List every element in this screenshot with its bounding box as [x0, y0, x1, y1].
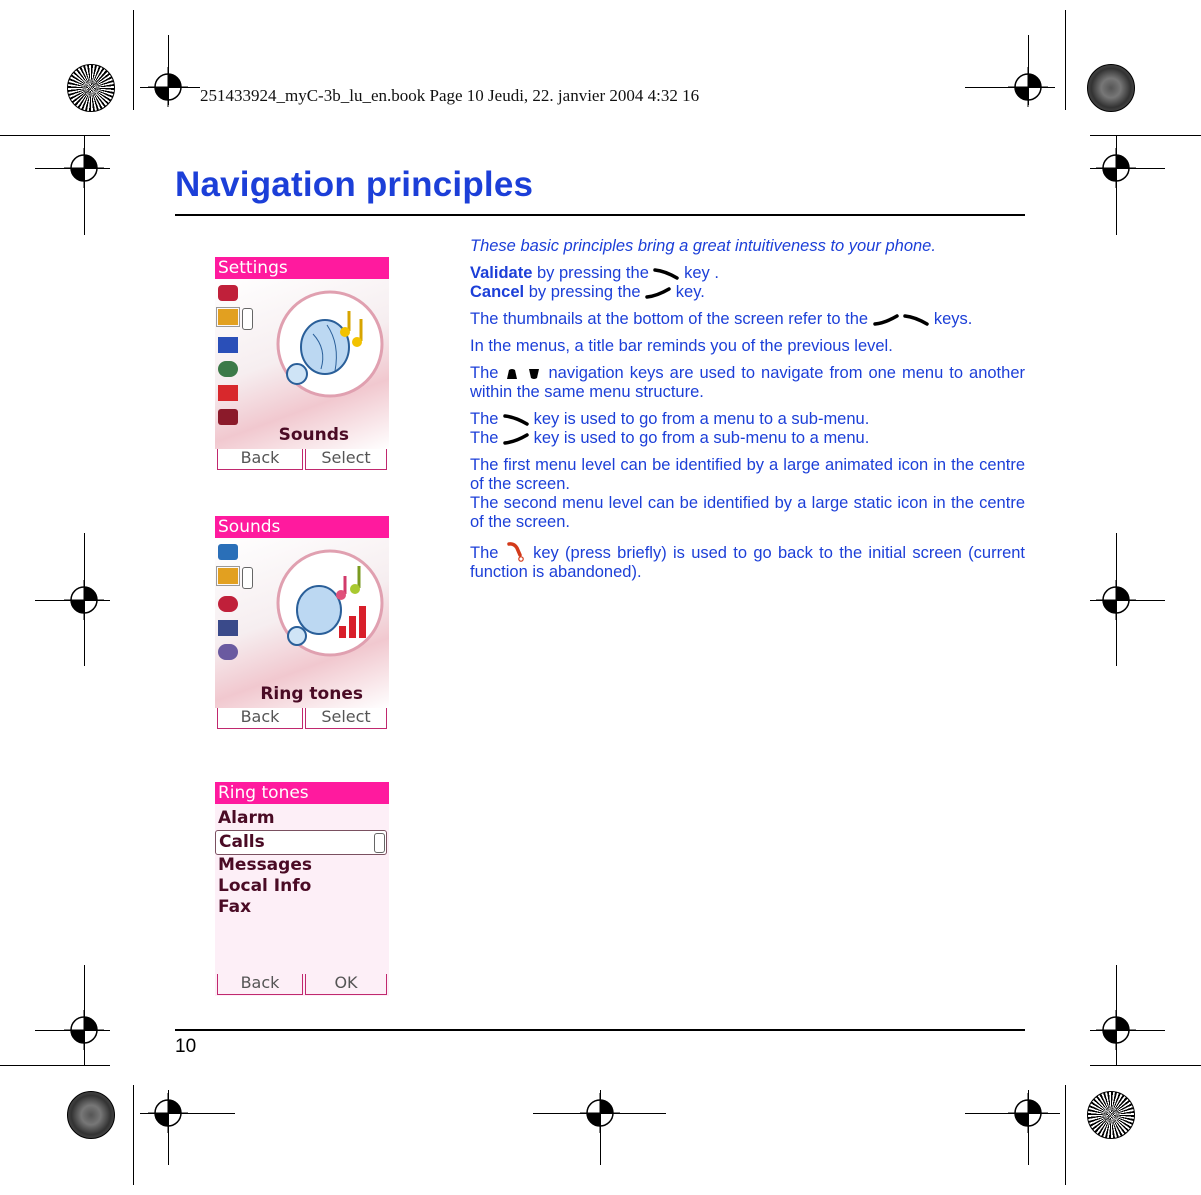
screen-ring-tones — [215, 782, 389, 996]
validate-text: by pressing the — [536, 264, 649, 282]
scroll-indicator-icon — [374, 833, 385, 853]
left-soft-key-icon — [645, 287, 671, 299]
registration-mark-icon — [64, 148, 104, 188]
screen-settings — [215, 257, 389, 471]
back-text: key (press briefly) is used to go back to the initial screen (current function is abandoned). — [470, 544, 1026, 581]
registration-mark-icon — [148, 1093, 188, 1133]
registration-mark-icon — [1096, 580, 1136, 620]
right-soft-key-icon — [903, 314, 929, 326]
back-soft-key[interactable]: Back — [217, 708, 303, 729]
cancel-line — [470, 283, 1025, 302]
accessories-icon — [218, 409, 238, 425]
screen-title: Settings — [215, 257, 389, 279]
page-title: Navigation principles — [175, 165, 534, 204]
left-soft-key-icon — [873, 314, 899, 326]
up-key-icon — [504, 368, 520, 380]
registration-mark-icon — [64, 1010, 104, 1050]
registration-mark-icon — [1008, 67, 1048, 107]
book-header-line: 251433924_myC-3b_lu_en.book Page 10 Jeudi, 22. janvier 2004 4:32 16 — [200, 86, 700, 105]
sounds-menu-icon — [275, 289, 385, 399]
scroll-indicator-icon — [242, 567, 253, 589]
right-soft-key-icon — [653, 268, 679, 280]
registration-mark-icon — [1096, 148, 1136, 188]
phone-settings-icon — [218, 361, 238, 377]
submenu-text-start: The — [470, 410, 499, 428]
alarm-icon — [218, 596, 238, 612]
back-to-idle-line — [470, 540, 1025, 582]
security-icon — [218, 285, 238, 301]
menu-text-start: The — [470, 429, 499, 447]
screen-sounds — [215, 516, 389, 730]
display-icon — [218, 337, 238, 353]
validate-label: Validate — [470, 264, 533, 282]
sunburst-mark-icon — [67, 1091, 115, 1139]
menu-text: key is used to go from a sub-menu to a menu. — [533, 429, 870, 447]
hang-up-key-icon — [505, 540, 527, 562]
list-item[interactable]: Messages — [218, 855, 312, 875]
registration-mark-icon — [148, 67, 188, 107]
select-soft-key[interactable]: Select — [305, 708, 387, 729]
sunburst-mark-icon — [67, 64, 115, 112]
validate-line — [470, 264, 1025, 283]
menu-line — [470, 429, 1025, 448]
sunburst-mark-icon — [1087, 1091, 1135, 1139]
page-number: 10 — [175, 1036, 197, 1057]
registration-mark-icon — [1096, 1010, 1136, 1050]
thumbnails-text: The thumbnails at the bottom of the screen refer to the — [470, 310, 869, 328]
cancel-text: by pressing the — [528, 283, 641, 301]
intro-paragraph: These basic principles bring a great intuitiveness to your phone. — [470, 237, 936, 255]
nav-text: navigation keys are used to navigate from one menu to another within the same menu structure. — [470, 364, 1025, 401]
screen-title: Sounds — [215, 516, 389, 538]
back-soft-key[interactable]: Back — [217, 449, 303, 470]
list-item[interactable]: Alarm — [218, 808, 275, 828]
down-key-icon — [526, 368, 542, 380]
ring-tones-menu-icon — [275, 548, 385, 658]
list-item[interactable]: Fax — [218, 897, 252, 917]
submenu-text: key is used to go from a menu to a sub-menu. — [533, 410, 870, 428]
screen-caption: Ring tones — [260, 684, 363, 704]
folder-icon — [218, 385, 238, 401]
right-soft-key-icon — [503, 414, 529, 426]
back-soft-key[interactable]: Back — [217, 974, 303, 995]
cancel-text-end: key. — [675, 283, 705, 301]
beep-icon — [218, 644, 238, 660]
first-level-line: The first menu level can be identified by a large animated icon in the centre of the screen. — [470, 456, 1025, 493]
sunburst-mark-icon — [1087, 64, 1135, 112]
phone-icon — [218, 544, 238, 560]
registration-mark-icon — [580, 1093, 620, 1133]
select-soft-key[interactable]: Select — [305, 449, 387, 470]
validate-text-end: key . — [684, 264, 719, 282]
left-soft-key-icon — [503, 433, 529, 445]
nav-text-start: The — [470, 364, 499, 382]
registration-mark-icon — [1008, 1093, 1048, 1133]
thumbnails-line — [470, 310, 1025, 329]
back-text-start: The — [470, 544, 499, 562]
footer-rule — [175, 1029, 1025, 1031]
screen-title: Ring tones — [215, 782, 389, 804]
body-text — [470, 237, 1025, 590]
sounds-icon — [218, 309, 238, 325]
cancel-label: Cancel — [470, 283, 525, 301]
ok-soft-key[interactable]: OK — [305, 974, 387, 995]
scroll-indicator-icon — [242, 308, 253, 330]
registration-mark-icon — [64, 580, 104, 620]
thumbnails-text-end: keys. — [933, 310, 973, 328]
volume-icon — [218, 568, 238, 584]
vibrate-icon — [218, 620, 238, 636]
list-item[interactable]: Local Info — [218, 876, 312, 896]
screen-caption: Sounds — [278, 425, 349, 445]
title-rule — [175, 214, 1025, 216]
second-level-line: The second menu level can be identified by a large static icon in the centre of the screen. — [470, 494, 1025, 531]
navigation-keys-line — [470, 364, 1025, 402]
list-item-selected[interactable]: Calls — [215, 830, 387, 855]
submenu-line — [470, 410, 1025, 429]
title-bar-line: In the menus, a title bar reminds you of the previous level. — [470, 337, 893, 355]
